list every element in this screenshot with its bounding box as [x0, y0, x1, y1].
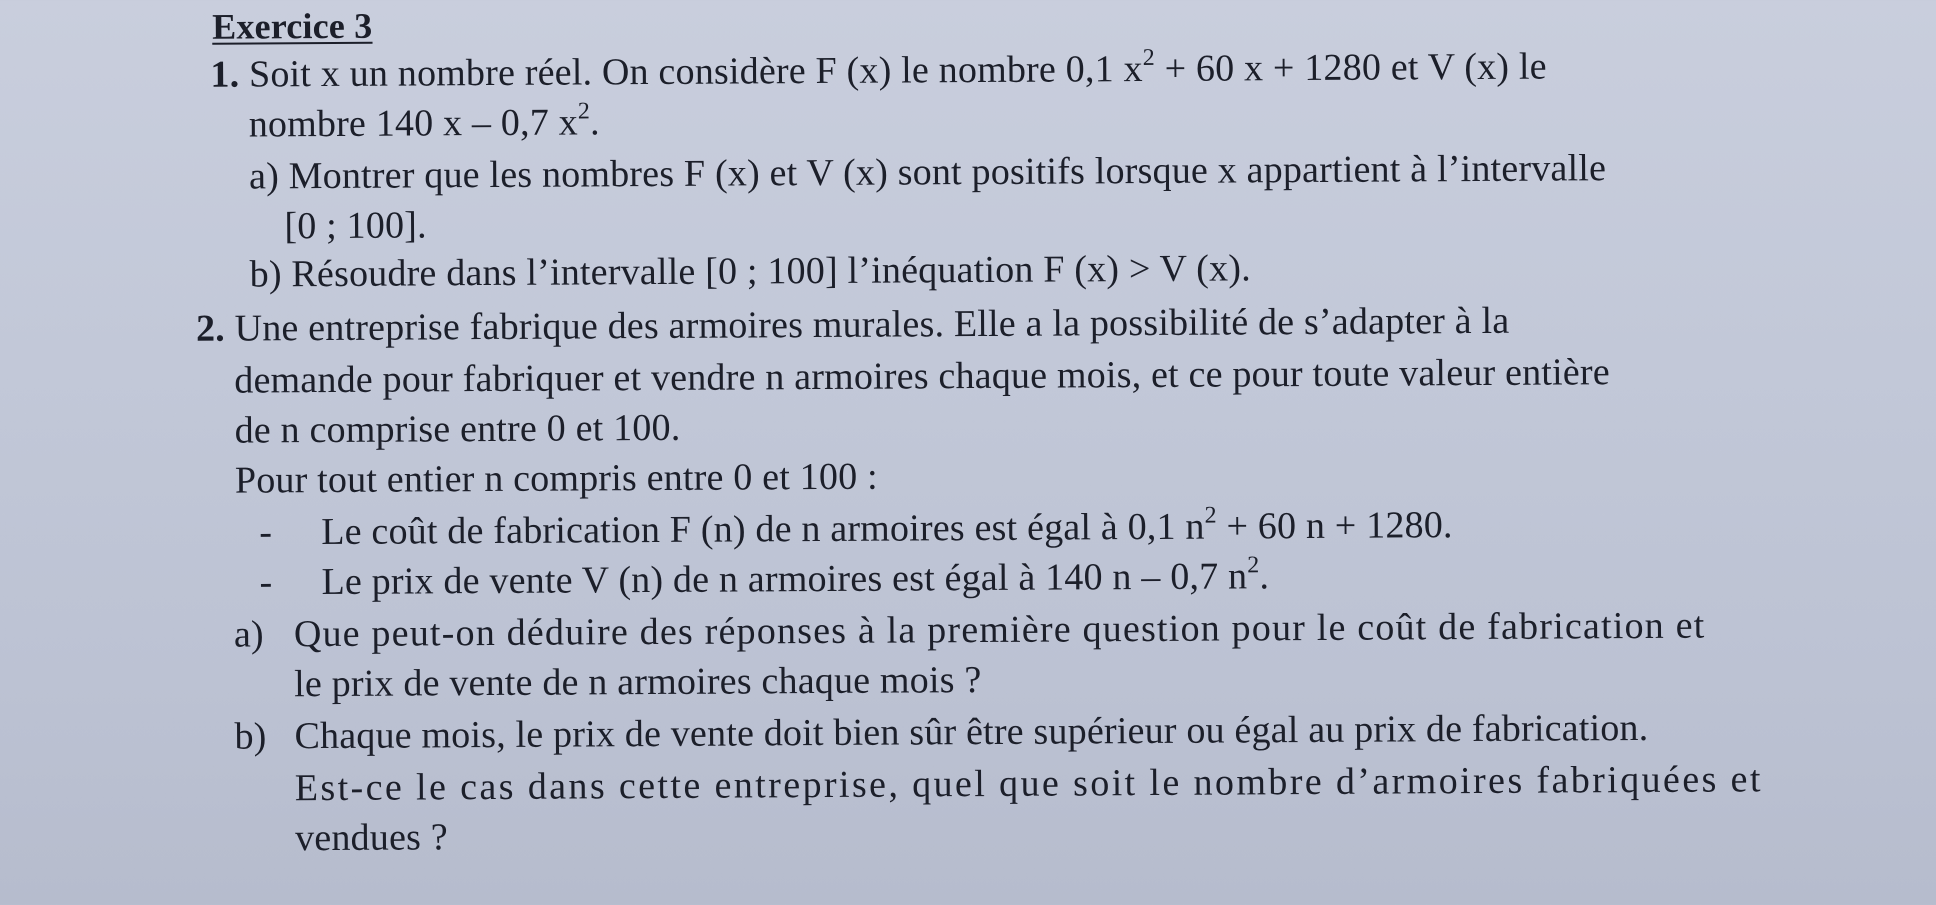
- q2-bullet-1-exponent: 2: [1204, 502, 1217, 529]
- q2-part-b-line-2: Est-ce le cas dans cette entreprise, quel que soit le nombre d’armoires fabriquées et: [294, 758, 1763, 810]
- q1-part-a-line-2: [0 ; 100].: [284, 204, 427, 248]
- q2-bullet-2: [259, 560, 272, 604]
- q2-part-a-line-1: Que peut-on déduire des réponses à la première question pour le coût de fabrication et: [293, 604, 1706, 656]
- q2-text-1: Une entreprise fabrique des armoires murales. Elle a la possibilité de s’adapter à la: [234, 299, 1510, 350]
- q1-intro-line: [210, 45, 1547, 97]
- q2-number: 2.: [195, 307, 226, 350]
- q1-intro-text-c: nombre: [248, 102, 376, 146]
- q1-intro-text-b: et V (x) le: [1380, 45, 1547, 89]
- q2-bullet-1-text: [321, 503, 1453, 554]
- q2-bullet-1-body: Le coût de fabrication F (n) de n armoires est égal à: [321, 506, 1128, 554]
- q2-bullet-1-coef: 0,1 n: [1127, 505, 1205, 549]
- bullet-dash: -: [259, 511, 273, 554]
- q2-line-3: de n comprise entre 0 et 100.: [234, 406, 681, 452]
- q2-part-a-line-2: le prix de vente de n armoires chaque mois ?: [294, 659, 982, 706]
- q2-bullet-2-text: [321, 554, 1269, 604]
- q1-part-a-line-1: a) Montrer que les nombres F (x) et V (x) sont positifs lorsque x appartient à l’intervalle: [248, 147, 1607, 198]
- q1-intro-text: Soit x un nombre réel. On considère F (x) le nombre: [248, 48, 1066, 96]
- q1-intro-line-2: [249, 100, 600, 146]
- exercise-title: Exercice 3: [212, 5, 373, 47]
- q1-vx-main: 140 x – 0,7 x: [375, 101, 578, 145]
- q1-vx-end: .: [589, 101, 600, 144]
- q2-part-b-line-3: vendues ?: [294, 816, 448, 860]
- q2-line-1: [196, 299, 1510, 351]
- q2-part-b-label: b): [234, 715, 267, 758]
- q2-line-2: demande pour fabriquer et vendre n armoires chaque mois, et ce pour toute valeur entière: [234, 351, 1610, 402]
- q2-bullet-2-end: .: [1259, 555, 1270, 598]
- q1-fx-rest: + 60 x + 1280: [1154, 46, 1382, 90]
- q1-vx-exponent: 2: [577, 98, 591, 125]
- q1-number: 1.: [210, 53, 240, 96]
- q2-bullet-1: [259, 510, 272, 554]
- q1-part-b-line: b) Résoudre dans l’intervalle [0 ; 100] l’inéquation F (x) > V (x).: [249, 247, 1251, 296]
- q1-fx-coef: 0,1 x: [1065, 48, 1143, 91]
- q1-fx-exponent: 2: [1142, 45, 1155, 72]
- q2-bullet-1-rest: + 60 n + 1280.: [1216, 504, 1453, 548]
- q2-bullet-2-exponent: 2: [1247, 552, 1260, 579]
- q2-bullet-2-main: 140 n – 0,7 n: [1045, 555, 1248, 599]
- bullet-dash: -: [259, 561, 273, 604]
- q2-line-4: Pour tout entier n compris entre 0 et 100 :: [234, 455, 878, 502]
- q2-bullet-2-body: Le prix de vente V (n) de n armoires est égal à: [321, 556, 1046, 604]
- q2-part-b-line-1: Chaque mois, le prix de vente doit bien sûr être supérieur ou égal au prix de fabrication.: [294, 706, 1649, 758]
- q2-part-a-label: a): [233, 613, 264, 656]
